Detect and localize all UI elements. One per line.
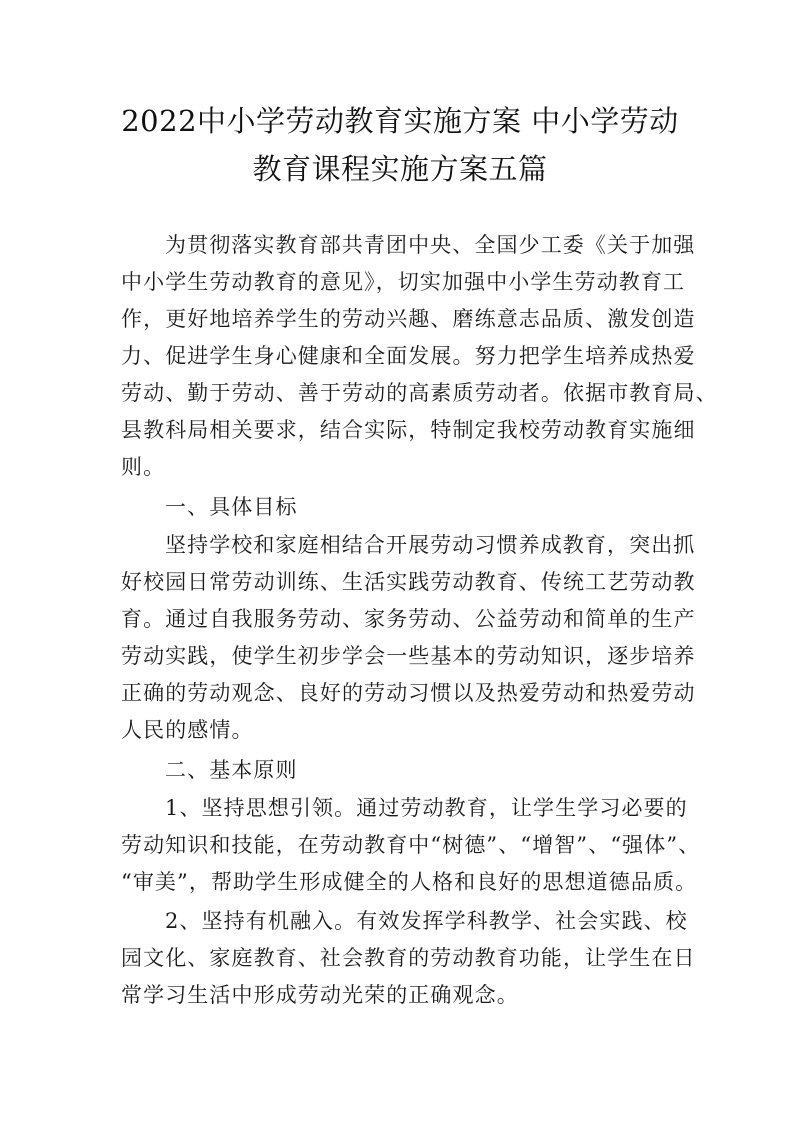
paragraph-line: 1、坚持思想引领。通过劳动教育，让学生学习必要的 [165,796,688,820]
paragraph-line: 为贯彻落实教育部共青团中央、全国少工委《关于加强 [165,233,696,257]
paragraph-line: 中小学生劳动教育的意见》，切实加强中小学生劳动教育工 [121,270,686,294]
paragraph-line: 则。 [121,455,166,479]
paragraph-line: 常学习生活中形成劳动光荣的正确观念。 [121,983,519,1007]
section-heading-goals: 一、具体目标 [165,495,298,519]
document-title-line-1: 2022中小学劳动教育实施方案 中小学劳动 [121,104,679,138]
paragraph-line: 作，更好地培养学生的劳动兴趣、磨练意志品质、激发创造 [121,307,696,331]
paragraph-line: 劳动、勤于劳动、善于劳动的高素质劳动者。依据市教育局、 [121,381,718,405]
section-heading-principles: 二、基本原则 [165,758,298,782]
paragraph-line: 好校园日常劳动训练、生活实践劳动教育、传统工艺劳动教 [121,570,696,594]
paragraph-line: 劳动知识和技能，在劳动教育中“树德”、“增智”、“强体”、 [121,833,701,857]
paragraph-line: 坚持学校和家庭相结合开展劳动习惯养成教育，突出抓 [165,533,696,557]
paragraph-line: “审美”，帮助学生形成健全的人格和良好的思想道德品质。 [121,870,698,894]
paragraph-line: 园文化、家庭教育、社会教育的劳动教育功能，让学生在日 [121,946,696,970]
paragraph-line: 人民的感情。 [121,718,254,742]
paragraph-line: 县教科局相关要求，结合实际，特制定我校劳动教育实施细 [121,418,696,442]
paragraph-line: 劳动实践，使学生初步学会一些基本的劳动知识，逐步培养 [121,644,696,668]
paragraph-line: 育。通过自我服务劳动、家务劳动、公益劳动和简单的生产 [121,607,696,631]
paragraph-line: 2、坚持有机融入。有效发挥学科教学、社会实践、校 [165,909,688,933]
document-title-line-2: 教育课程实施方案五篇 [252,152,548,186]
paragraph-line: 正确的劳动观念、良好的劳动习惯以及热爱劳动和热爱劳动 [121,681,696,705]
paragraph-line: 力、促进学生身心健康和全面发展。努力把学生培养成热爱 [121,344,696,368]
